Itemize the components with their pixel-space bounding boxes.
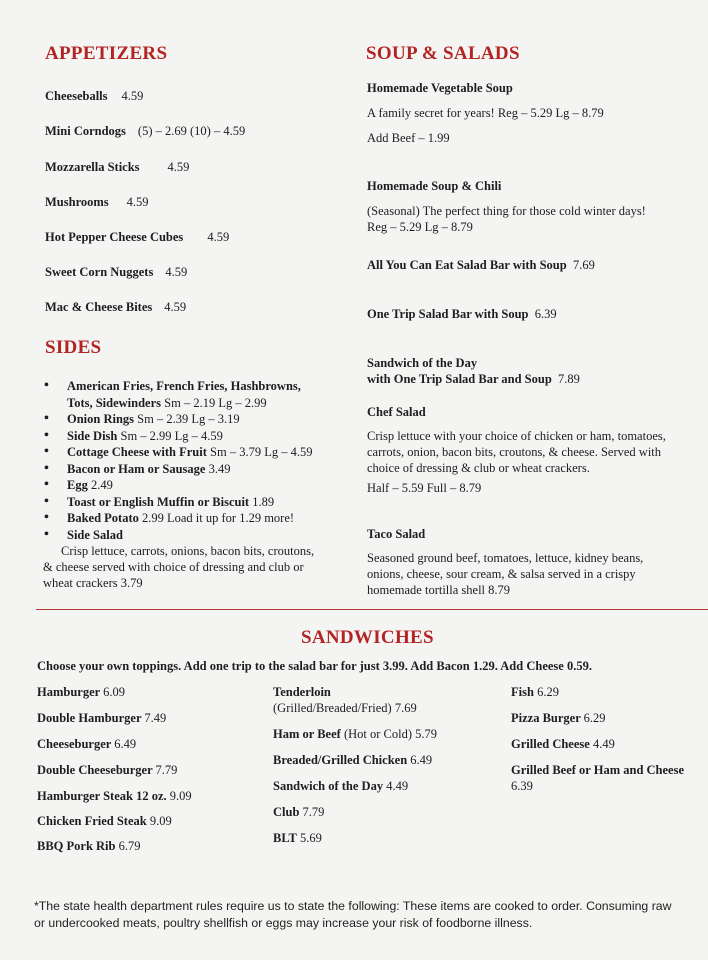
sandwich-item [273, 684, 417, 716]
sandwich-price: 6.79 [118, 839, 141, 853]
appetizer-name: Sweet Corn Nuggets [45, 265, 154, 279]
side-name: American Fries, French Fries, Hashbrowns, [67, 379, 301, 393]
sandwich-name: Hamburger Steak 12 oz. [37, 789, 167, 803]
taco-salad-name: Taco Salad [367, 527, 426, 541]
sandwich-item [511, 762, 706, 794]
one-trip-salad-bar [367, 306, 557, 322]
sandwich-name: Grilled Cheese [511, 737, 590, 751]
taco-desc-line: Seasoned ground beef, tomatoes, lettuce, kidney beans, [367, 551, 644, 565]
vegetable-soup-desc: A family secret for years! Reg – 5.29 Lg – 8.79 [367, 106, 604, 120]
side-item [44, 378, 344, 411]
sandwich-item [273, 752, 432, 768]
sandwich-item [37, 788, 192, 804]
ayce-price: 7.69 [572, 258, 595, 272]
appetizer-price: 4.59 [165, 265, 188, 279]
side-item [44, 461, 344, 478]
side-name: Bacon or Ham or Sausage [67, 461, 206, 476]
sandwich-item [37, 813, 172, 829]
disclaimer-line: or undercooked meats, poultry shellfish or eggs may increase your risk of foodborne illness. [34, 916, 533, 930]
sandwich-item [37, 710, 166, 726]
taco-price: 8.79 [488, 583, 511, 597]
side-price: 3.49 [208, 461, 231, 476]
sandwich-price: 6.29 [583, 711, 606, 725]
appetizer-item [45, 123, 245, 139]
sandwich-name: Breaded/Grilled Chicken [273, 753, 408, 767]
health-disclaimer [34, 898, 706, 932]
taco-salad-desc [367, 550, 702, 598]
sandwich-of-day-combo [367, 355, 580, 387]
side-price: Sm – 2.99 Lg – 4.59 [120, 428, 223, 443]
taco-desc-line: onions, cheese, sour cream, & salsa served in a crispy [367, 567, 636, 581]
side-item [44, 477, 344, 494]
sandwich-name: BBQ Pork Rib [37, 839, 116, 853]
appetizer-item [45, 229, 229, 245]
sandwich-price: 4.49 [592, 737, 615, 751]
side-price: 2.99 Load it up for 1.29 more! [142, 511, 295, 525]
side-name: Egg [67, 478, 88, 492]
soup-chili-desc-line: (Seasonal) The perfect thing for those cold winter days! [367, 204, 646, 218]
sandwich-name: Ham or Beef [273, 727, 341, 741]
sandwich-name: Club [273, 805, 300, 819]
chef-desc-line: carrots, onion, bacon bits, croutons, & cheese. Served with [367, 445, 662, 459]
sandwich-item [273, 778, 408, 794]
chef-price: Half – 5.59 Full – 8.79 [367, 481, 482, 495]
sandwich-item [511, 710, 606, 726]
side-item [44, 510, 344, 527]
sandwich-item [37, 762, 177, 778]
vegetable-soup-name: Homemade Vegetable Soup [367, 81, 513, 95]
sandwich-price: 6.49 [114, 737, 137, 751]
chef-salad-desc [367, 428, 702, 496]
soup-salads-title: SOUP & SALADS [366, 43, 520, 64]
one-trip-name: One Trip Salad Bar with Soup [367, 307, 529, 321]
appetizer-price: 4.59 [207, 230, 230, 244]
side-price: Sm – 2.19 Lg – 2.99 [164, 395, 267, 410]
appetizer-item [45, 194, 149, 210]
side-item [44, 527, 344, 544]
appetizer-name: Mushrooms [45, 195, 109, 209]
appetizer-price: 4.59 [126, 195, 149, 209]
side-item [44, 494, 344, 511]
sandwich-price: 6.09 [103, 685, 125, 699]
appetizers-title: APPETIZERS [45, 43, 168, 64]
taco-desc-line: homemade tortilla shell [367, 583, 486, 597]
sandwich-item [511, 684, 559, 700]
sandwiches-title: SANDWICHES [301, 627, 434, 648]
sandwich-name: Pizza Burger [511, 711, 581, 725]
appetizer-item [45, 159, 189, 175]
appetizer-name: Hot Pepper Cheese Cubes [45, 230, 184, 244]
appetizer-price: 4.59 [167, 160, 190, 174]
side-salad-desc-line: & cheese served with choice of dressing and club or [43, 560, 304, 574]
sotd-name: Sandwich of the Day [367, 356, 478, 370]
appetizer-item [45, 88, 143, 104]
side-name: Tots, Sidewinders [67, 395, 162, 410]
section-divider [36, 609, 708, 610]
side-salad-description [43, 543, 343, 591]
sandwich-price: 7.79 [302, 805, 325, 819]
side-price: 2.49 [90, 478, 113, 492]
side-price: 1.89 [252, 494, 275, 509]
appetizer-name: Mini Corndogs [45, 124, 126, 138]
sandwich-item [37, 838, 141, 854]
sotd-name-2: with One Trip Salad Bar and Soup [367, 372, 552, 386]
sandwich-name: Grilled Beef or Ham and Cheese [511, 763, 685, 777]
disclaimer-line: *The state health department rules require us to state the following: These items are cooked to order. Consuming raw [34, 899, 672, 913]
sides-list [44, 378, 344, 543]
sandwich-price: 7.79 [155, 763, 178, 777]
sandwich-name: Double Cheeseburger [37, 763, 153, 777]
sandwich-item [273, 804, 324, 820]
side-name: Cottage Cheese with Fruit [67, 445, 207, 459]
soup-chili-desc-line: Reg – 5.29 Lg – 8.79 [367, 220, 473, 234]
sandwich-name: Tenderloin [273, 685, 331, 699]
sandwich-price: 7.49 [144, 711, 167, 725]
chef-salad-name: Chef Salad [367, 405, 426, 419]
chef-desc-line: Crisp lettuce with your choice of chicken or ham, tomatoes, [367, 429, 666, 443]
side-item [44, 411, 344, 428]
appetizer-price: 4.59 [121, 89, 144, 103]
sandwich-price: 6.39 [511, 779, 533, 793]
sandwich-name: Sandwich of the Day [273, 779, 384, 793]
ayce-name: All You Can Eat Salad Bar with Soup [367, 258, 567, 272]
appetizer-name: Cheeseballs [45, 89, 108, 103]
sandwich-price: (Grilled/Breaded/Fried) 7.69 [273, 701, 417, 715]
ayce-salad-bar [367, 257, 595, 273]
side-price: Sm – 3.79 Lg – 4.59 [210, 445, 313, 459]
sandwich-price: 9.09 [169, 789, 192, 803]
side-name: Side Salad [67, 527, 123, 542]
sandwich-price: 6.29 [537, 685, 559, 699]
sandwich-name: Double Hamburger [37, 711, 142, 725]
sandwich-name: Chicken Fried Steak [37, 814, 147, 828]
side-name: Side Dish [67, 428, 118, 443]
sandwich-name: BLT [273, 831, 297, 845]
sandwich-item [273, 726, 437, 742]
sandwich-item [511, 736, 615, 752]
sides-title: SIDES [45, 337, 102, 358]
sandwich-item [37, 736, 136, 752]
side-name: Baked Potato [67, 511, 139, 525]
side-item [44, 444, 344, 461]
sandwich-price: (Hot or Cold) 5.79 [343, 727, 437, 741]
sandwich-name: Hamburger [37, 685, 100, 699]
soup-chili-desc [367, 203, 646, 235]
side-name: Toast or English Muffin or Biscuit [67, 494, 250, 509]
side-item [44, 428, 344, 445]
side-price: Sm – 2.39 Lg – 3.19 [137, 412, 240, 426]
chef-desc-line: choice of dressing & club or wheat crackers. [367, 461, 590, 475]
side-salad-desc-line: wheat crackers 3.79 [43, 576, 143, 590]
sandwich-item [273, 830, 322, 846]
sandwich-price: 4.49 [386, 779, 409, 793]
appetizer-price: 4.59 [164, 300, 187, 314]
sandwich-item [37, 684, 125, 700]
appetizer-item [45, 264, 187, 280]
appetizer-item [45, 299, 186, 315]
soup-chili-name: Homemade Soup & Chili [367, 179, 502, 193]
side-salad-desc-line: Crisp lettuce, carrots, onions, bacon bits, croutons, [61, 544, 315, 558]
side-name: Onion Rings [67, 412, 135, 426]
sandwich-price: 6.49 [410, 753, 433, 767]
one-trip-price: 6.39 [534, 307, 557, 321]
add-beef: Add Beef – 1.99 [367, 131, 450, 145]
appetizer-name: Mozzarella Sticks [45, 160, 140, 174]
appetizer-price: (5) – 2.69 (10) – 4.59 [137, 124, 246, 138]
sandwich-price: 9.09 [149, 814, 172, 828]
appetizer-name: Mac & Cheese Bites [45, 300, 153, 314]
sandwich-name: Cheeseburger [37, 737, 112, 751]
sandwich-price: 5.69 [300, 831, 322, 845]
sandwich-name: Fish [511, 685, 534, 699]
sandwiches-intro: Choose your own toppings. Add one trip to the salad bar for just 3.99. Add Bacon 1.29. Add Cheese 0.59. [37, 659, 592, 673]
sotd-price: 7.89 [558, 372, 580, 386]
